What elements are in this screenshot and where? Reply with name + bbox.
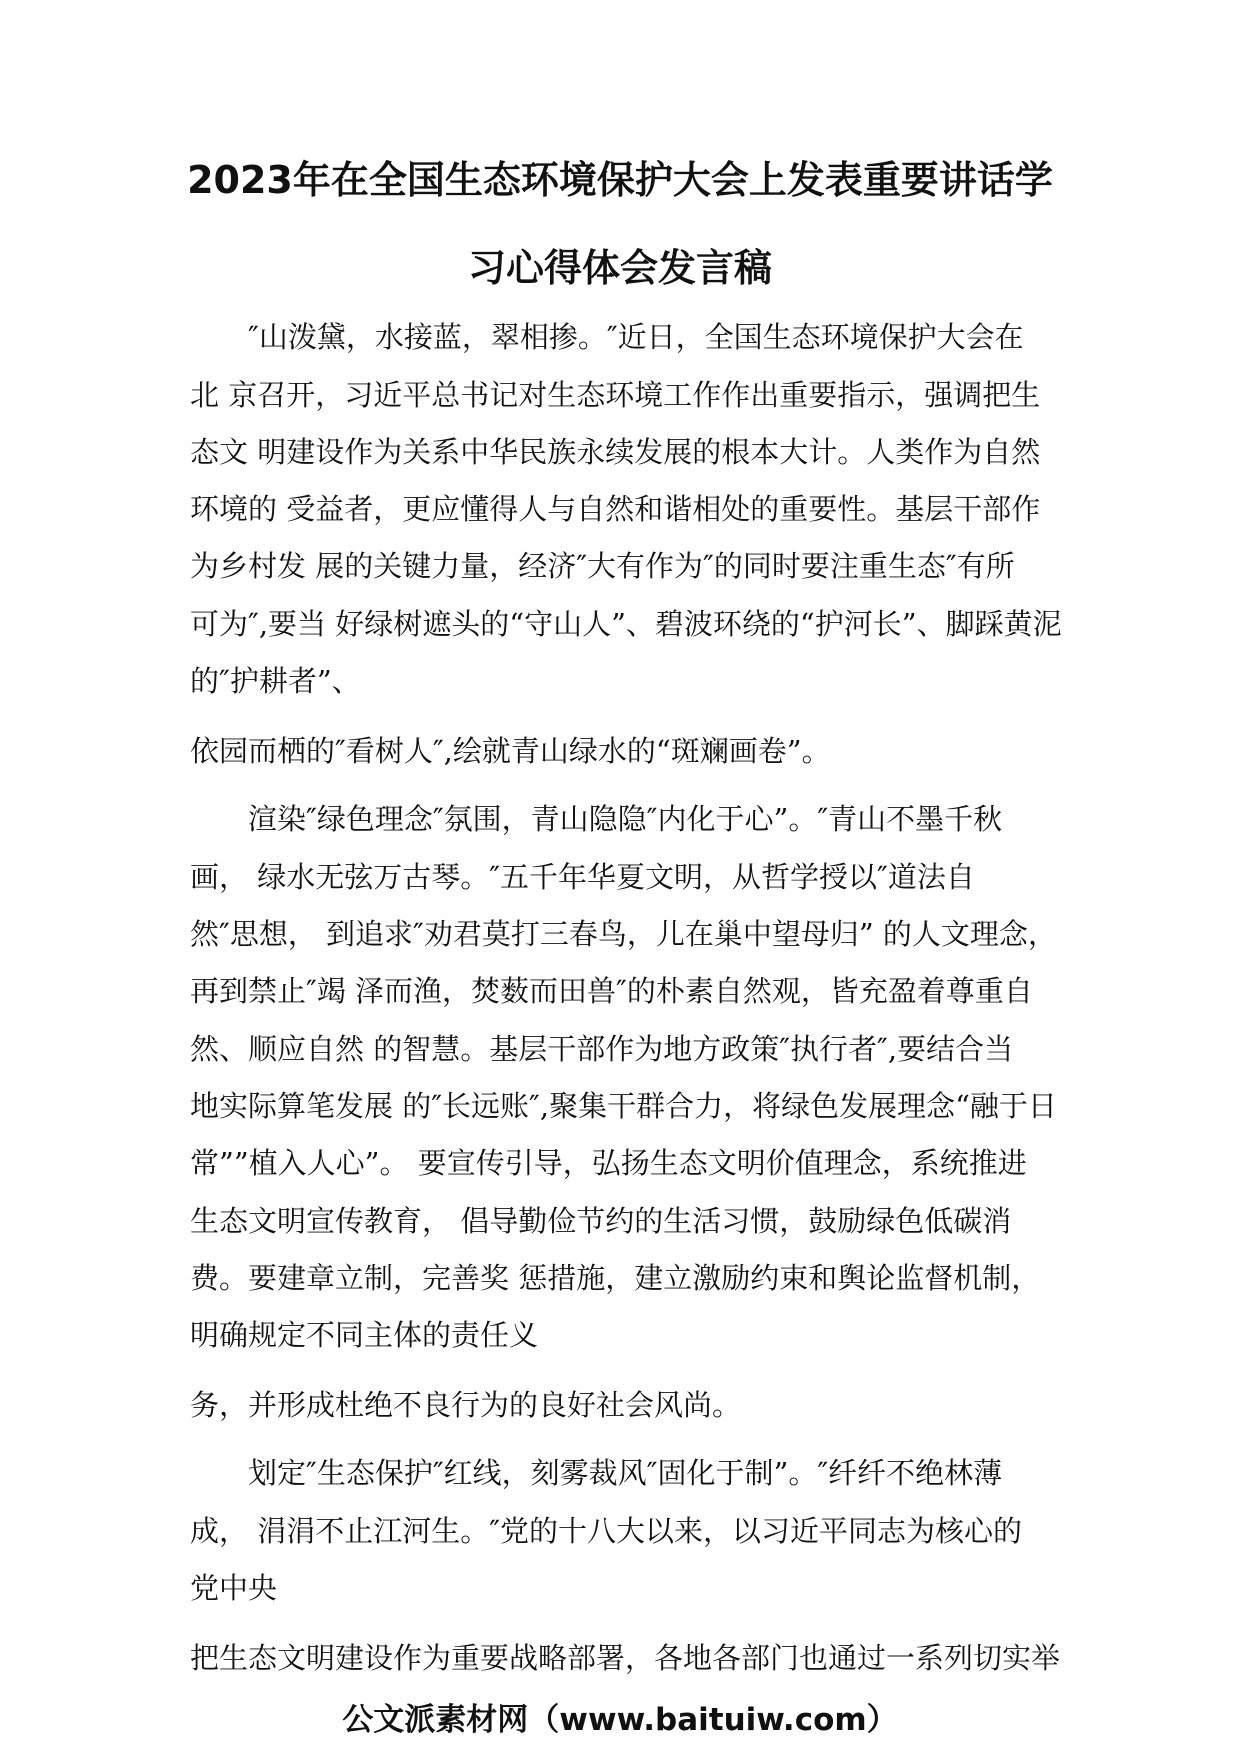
body-line: 再到禁止″竭 泽而渔，焚薮而田兽″的朴素自然观，皆充盈着尊重自: [190, 974, 1033, 1008]
body-line: 务，并形成杜绝不良行为的良好社会风尚。: [190, 1388, 742, 1422]
body-line: 态文 明建设作为关系中华民族永续发展的根本大计。人类作为自然: [190, 435, 1041, 469]
body-line: 依园而栖的″看树人″,绘就青山绿水的“斑斓画卷”。: [190, 734, 831, 768]
body-line: 费。要建章立制，完善奖 惩措施，建立激励约束和舆论监督机制，: [190, 1261, 1041, 1295]
document-title-line-2: 习心得体会发言稿: [467, 246, 772, 290]
body-line: 画， 绿水无弦万古琴。″五千年华夏文明，从哲学授以″道法自: [190, 860, 975, 894]
body-line: ″山泼黛，水接蓝，翠相掺。″近日，全国生态环境保护大会在: [248, 320, 1024, 354]
body-line: 北 京召开，习近平总书记对生态环境工作作出重要指示，强调把生: [190, 378, 1041, 412]
body-line: 可为″,要当 好绿树遮头的“守山人”、碧波环绕的“护河长”、脚踩黄泥: [190, 607, 1062, 641]
footer-source-text: 公文派素材网（www.baituiw.com）: [342, 1702, 898, 1738]
body-line: 然、顺应自然 的智慧。基层干部作为地方政策″执行者″,要结合当: [190, 1032, 1014, 1066]
body-line: 地实际算笔发展 的″长远账″,聚集干群合力，将绿色发展理念“融于日: [190, 1089, 1057, 1123]
body-line: 把生态文明建设作为重要战略部署，各地各部门也通过一系列切实举: [190, 1641, 1061, 1675]
document-title-line-1: 2023年在全国生态环境保护大会上发表重要讲话学: [187, 158, 1053, 202]
body-line: 然″思想， 到追求″劝君莫打三春鸟，儿在巢中望母归” 的人文理念，: [190, 917, 1057, 951]
body-line: 划定″生态保护″红线，刻雾裁风″固化于制”。″纤纤不绝林薄: [248, 1456, 1003, 1490]
body-line: 的″护耕者”、: [190, 664, 361, 698]
body-line: 党中央: [190, 1571, 278, 1605]
body-line: 成， 涓涓不止江河生。″党的十八大以来，以习近平同志为核心的: [190, 1514, 1023, 1548]
body-line: 为乡村发 展的关键力量，经济″大有作为″的同时要注重生态″有所: [190, 549, 1015, 583]
body-line: 环境的 受益者，更应懂得人与自然和谐相处的重要性。基层干部作: [190, 492, 1041, 526]
body-line: 常””植入人心”。 要宣传引导，弘扬生态文明价值理念，系统推进: [190, 1146, 1027, 1180]
body-line: 渲染″绿色理念″氛围，青山隐隐″内化于心”。″青山不墨千秋: [248, 802, 1003, 836]
body-line: 生态文明宣传教育， 倡导勤俭节约的生活习惯，鼓励绿色低碳消: [190, 1204, 1012, 1238]
body-line: 明确规定不同主体的责任义: [190, 1318, 539, 1352]
